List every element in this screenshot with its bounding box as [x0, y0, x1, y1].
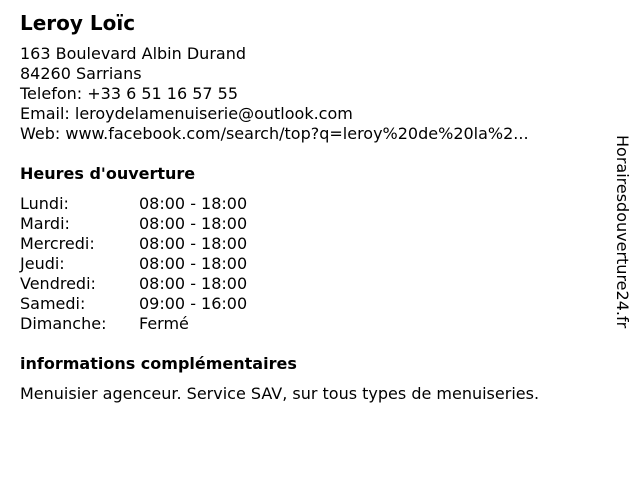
day-hours: 08:00 - 18:00	[139, 254, 248, 273]
day-hours: 08:00 - 18:00	[139, 274, 248, 293]
email-address: Email: leroydelamenuiserie@outlook.com	[20, 104, 353, 123]
address-city: 84260 Sarrians	[20, 64, 142, 83]
phone-number: Telefon: +33 6 51 16 57 55	[20, 84, 239, 103]
additional-info-text: Menuisier agenceur. Service SAV, sur tous types de menuiseries.	[20, 384, 540, 403]
hours-row-tuesday	[20, 214, 320, 234]
day-hours: 08:00 - 18:00	[139, 234, 248, 253]
additional-info-title: informations complémentaires	[20, 354, 297, 373]
day-hours: 09:00 - 16:00	[139, 294, 248, 313]
day-hours: 08:00 - 18:00	[139, 194, 248, 213]
day-label: Lundi:	[20, 194, 69, 213]
day-hours: Fermé	[139, 314, 189, 333]
day-label: Mercredi:	[20, 234, 95, 253]
address-street: 163 Boulevard Albin Durand	[20, 44, 246, 63]
opening-hours-table	[20, 194, 320, 334]
day-label: Samedi:	[20, 294, 86, 313]
hours-row-saturday	[20, 294, 320, 314]
website-url: Web: www.facebook.com/search/top?q=leroy%20de%20la%2...	[20, 124, 529, 143]
hours-row-monday	[20, 194, 320, 214]
hours-row-wednesday	[20, 234, 320, 254]
hours-row-thursday	[20, 254, 320, 274]
day-label: Mardi:	[20, 214, 70, 233]
business-name: Leroy Loïc	[20, 11, 136, 35]
day-label: Vendredi:	[20, 274, 96, 293]
hours-row-friday	[20, 274, 320, 294]
day-label: Jeudi:	[20, 254, 65, 273]
site-watermark: Horairesdouverture24.fr	[613, 135, 632, 329]
hours-row-sunday	[20, 314, 320, 334]
contact-block	[20, 44, 529, 144]
day-label: Dimanche:	[20, 314, 107, 333]
opening-hours-title: Heures d'ouverture	[20, 164, 196, 183]
day-hours: 08:00 - 18:00	[139, 214, 248, 233]
